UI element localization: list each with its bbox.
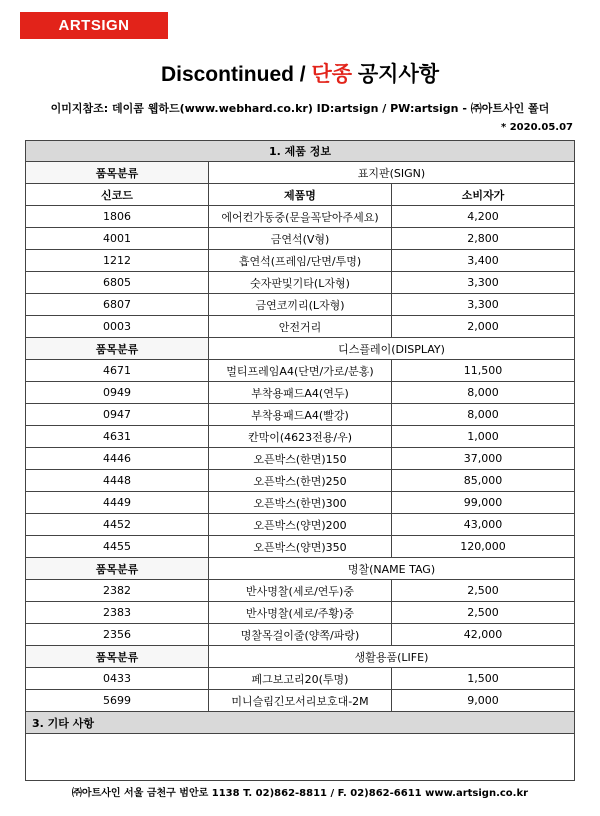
product-name: 오픈박스(한면)300 <box>209 492 392 514</box>
product-price: 3,400 <box>392 250 575 272</box>
product-code: 4671 <box>26 360 209 382</box>
category-name: 명찰(NAME TAG) <box>209 558 575 580</box>
product-price: 120,000 <box>392 536 575 558</box>
category-row <box>26 558 575 580</box>
title-discontinued-korean: 단종 <box>311 63 353 86</box>
table-row <box>26 360 575 382</box>
header-price: 소비자가 <box>392 184 575 206</box>
section1-row <box>26 141 575 162</box>
product-price: 8,000 <box>392 404 575 426</box>
notes-area-row <box>26 734 575 781</box>
product-name: 멀티프레임A4(단면/가로/분홍) <box>209 360 392 382</box>
product-price: 1,500 <box>392 668 575 690</box>
table-row <box>26 250 575 272</box>
product-name: 오픈박스(한면)150 <box>209 448 392 470</box>
page-title <box>0 58 600 88</box>
table-row <box>26 448 575 470</box>
notice-date: * 2020.05.07 <box>501 122 573 133</box>
product-name: 부착용패드A4(빨강) <box>209 404 392 426</box>
table-row <box>26 602 575 624</box>
product-name: 미니슬림긴모서리보호대-2M <box>209 690 392 712</box>
title-prefix: Discontinued / <box>160 63 312 86</box>
product-name: 금연석(V형) <box>209 228 392 250</box>
product-price: 2,800 <box>392 228 575 250</box>
product-price: 3,300 <box>392 294 575 316</box>
table-row <box>26 580 575 602</box>
category-label: 품목분류 <box>26 646 209 668</box>
product-code: 6807 <box>26 294 209 316</box>
product-code: 5699 <box>26 690 209 712</box>
table-row <box>26 492 575 514</box>
product-name: 페그보고리20(투명) <box>209 668 392 690</box>
title-suffix: 공지사항 <box>352 63 440 86</box>
product-code: 0949 <box>26 382 209 404</box>
product-name: 오픈박스(한면)250 <box>209 470 392 492</box>
category-row <box>26 338 575 360</box>
product-price: 11,500 <box>392 360 575 382</box>
table-header-row <box>26 184 575 206</box>
product-price: 8,000 <box>392 382 575 404</box>
product-code: 2382 <box>26 580 209 602</box>
category-name: 디스플레이(DISPLAY) <box>209 338 575 360</box>
table-row <box>26 514 575 536</box>
product-name: 금연코끼리(L자형) <box>209 294 392 316</box>
category-name: 생활용품(LIFE) <box>209 646 575 668</box>
table-row <box>26 228 575 250</box>
product-code: 0947 <box>26 404 209 426</box>
product-code: 4631 <box>26 426 209 448</box>
product-price: 3,300 <box>392 272 575 294</box>
table-row <box>26 690 575 712</box>
category-row <box>26 162 575 184</box>
product-code: 1212 <box>26 250 209 272</box>
header-code: 신코드 <box>26 184 209 206</box>
product-price: 42,000 <box>392 624 575 646</box>
product-price: 1,000 <box>392 426 575 448</box>
category-name: 표지판(SIGN) <box>209 162 575 184</box>
product-code: 4001 <box>26 228 209 250</box>
product-name: 숫자판및기타(L자형) <box>209 272 392 294</box>
table-row <box>26 536 575 558</box>
section3-row <box>26 712 575 734</box>
product-code: 4446 <box>26 448 209 470</box>
artsign-logo: ARTSIGN <box>20 12 168 39</box>
product-price: 99,000 <box>392 492 575 514</box>
table-row <box>26 294 575 316</box>
table-row <box>26 382 575 404</box>
product-name: 명찰목걸이줄(양쪽/파랑) <box>209 624 392 646</box>
table-row <box>26 206 575 228</box>
product-price: 9,000 <box>392 690 575 712</box>
product-price: 85,000 <box>392 470 575 492</box>
product-code: 4449 <box>26 492 209 514</box>
table-row <box>26 272 575 294</box>
table-row <box>26 404 575 426</box>
product-name: 흡연석(프레임/단면/투명) <box>209 250 392 272</box>
product-code: 0003 <box>26 316 209 338</box>
product-name: 오픈박스(양면)200 <box>209 514 392 536</box>
header-name: 제품명 <box>209 184 392 206</box>
product-code: 4448 <box>26 470 209 492</box>
product-code: 2356 <box>26 624 209 646</box>
company-footer: ㈜아트사인 서울 금천구 범안로 1138 T. 02)862-8811 / F. 02)862-6611 www.artsign.co.kr <box>71 788 529 799</box>
table-row <box>26 470 575 492</box>
product-name: 반사명찰(세로/연두)중 <box>209 580 392 602</box>
product-price: 2,500 <box>392 602 575 624</box>
category-row <box>26 646 575 668</box>
category-label: 품목분류 <box>26 558 209 580</box>
product-name: 에어컨가동중(문을꼭닫아주세요) <box>209 206 392 228</box>
product-price: 43,000 <box>392 514 575 536</box>
table-row <box>26 316 575 338</box>
product-name: 부착용패드A4(연두) <box>209 382 392 404</box>
product-code: 4455 <box>26 536 209 558</box>
product-price: 2,500 <box>392 580 575 602</box>
product-name: 안전거리 <box>209 316 392 338</box>
image-reference-note: 이미지참조: 데이콤 웹하드(www.webhard.co.kr) ID:artsign / PW:artsign - ㈜아트사인 폴더 <box>50 102 550 115</box>
product-table <box>25 140 575 781</box>
product-code: 0433 <box>26 668 209 690</box>
product-name: 오픈박스(양면)350 <box>209 536 392 558</box>
notes-area <box>26 734 575 781</box>
product-code: 2383 <box>26 602 209 624</box>
product-price: 37,000 <box>392 448 575 470</box>
product-code: 6805 <box>26 272 209 294</box>
table-row <box>26 668 575 690</box>
category-label: 품목분류 <box>26 338 209 360</box>
category-label: 품목분류 <box>26 162 209 184</box>
section3-title: 3. 기타 사항 <box>26 712 575 734</box>
product-price: 4,200 <box>392 206 575 228</box>
product-code: 1806 <box>26 206 209 228</box>
product-price: 2,000 <box>392 316 575 338</box>
product-name: 반사명찰(세로/주황)중 <box>209 602 392 624</box>
table-row <box>26 624 575 646</box>
product-name: 칸막이(4623전용/우) <box>209 426 392 448</box>
table-row <box>26 426 575 448</box>
product-code: 4452 <box>26 514 209 536</box>
section1-title: 1. 제품 정보 <box>26 141 575 162</box>
